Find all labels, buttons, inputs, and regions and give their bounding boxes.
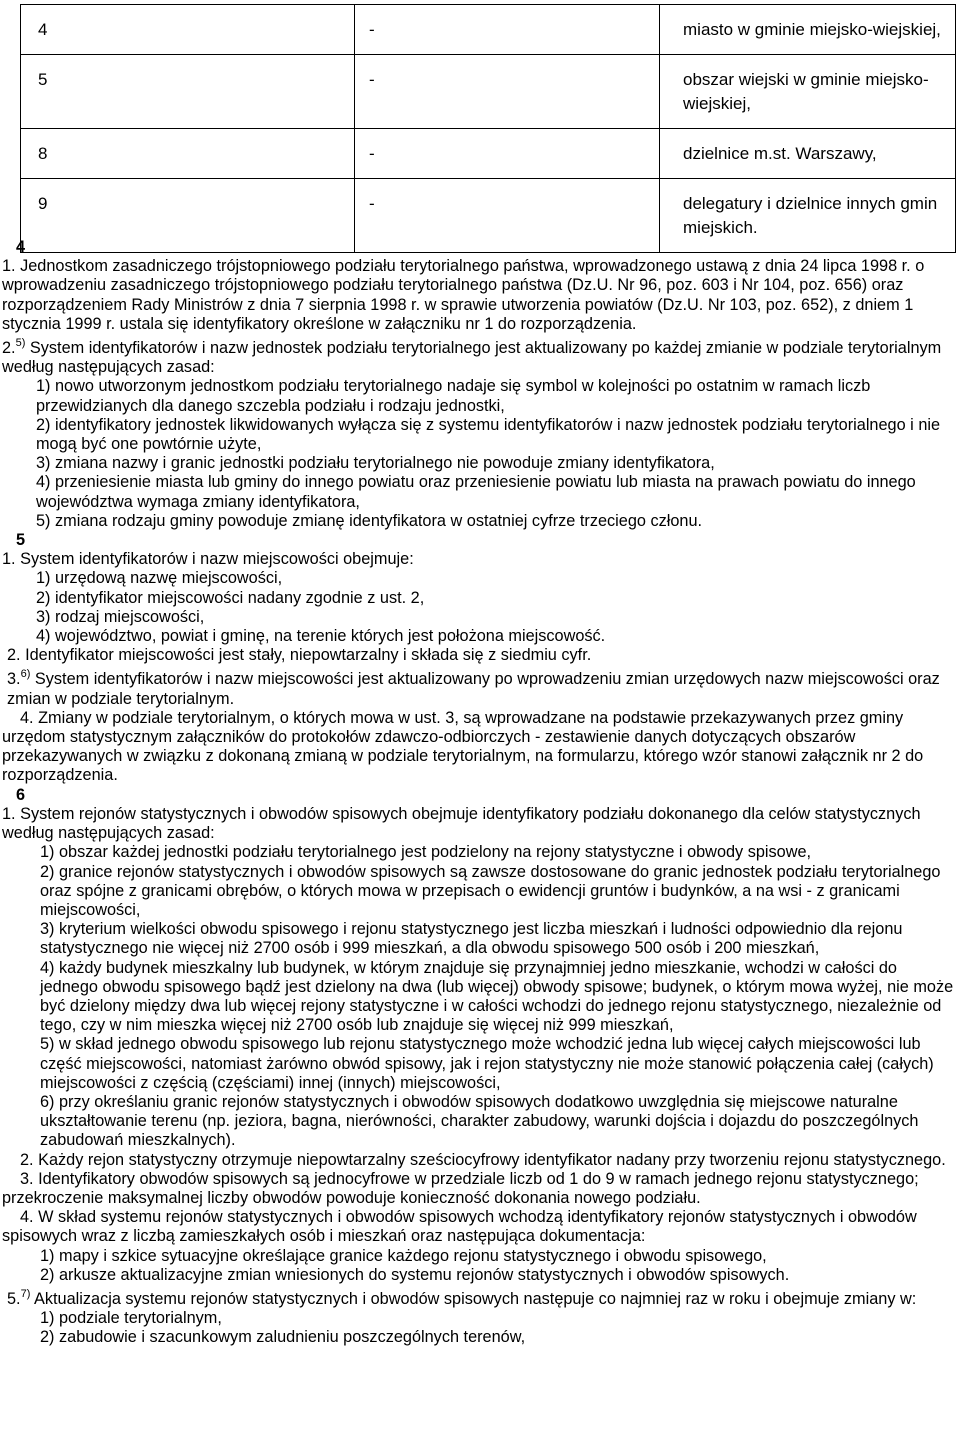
table-row xyxy=(21,5,956,55)
description-cell: miasto w gminie miejsko-wiejskiej, xyxy=(660,5,956,55)
paragraph-text: 4. W skład systemu rejonów statystycznych i obwodów spisowych wchodzą identyfikatory rejonów statystycznych i obwodów spisowych wraz z liczbą zamieszkałych osób i mieszkań oraz następująca dokumentacja: xyxy=(2,1208,917,1246)
code-cell: 5 xyxy=(21,55,355,129)
s6-paragraph-2 xyxy=(2,1151,954,1170)
s6-update-item: 2) zabudowie i szacunkowym zaludnieniu poszczególnych terenów, xyxy=(40,1328,526,1347)
s6-documentation-item: 2) arkusze aktualizacyjne zmian wniesionych do systemu rejonów statystycznych i obwodów spisowych. xyxy=(40,1265,790,1284)
description-cell: obszar wiejski w gminie miejsko-wiejskiej, xyxy=(660,55,956,129)
s6-update-item: 1) podziale terytorialnym, xyxy=(40,1309,222,1328)
s5-paragraph-3 xyxy=(2,665,954,708)
s6-paragraph-1: 1. System rejonów statystycznych i obwodów spisowych obejmuje identyfikatory podziału dokonanego dla celów statystycznych według następujących zasad: xyxy=(2,804,921,843)
paragraph-text: 2. Każdy rejon statystyczny otrzymuje niepowtarzalny sześciocyfrowy identyfikator nadany przy tworzeniu rejonu statystycznego. xyxy=(20,1150,946,1169)
footnote-ref: 7) xyxy=(20,1287,31,1300)
s5-paragraph-4 xyxy=(2,709,954,786)
s5-list-item: 2) identyfikator miejscowości nadany zgodnie z ust. 2, xyxy=(36,588,425,607)
footnote-ref: 6) xyxy=(20,668,31,681)
dash-cell: - xyxy=(355,129,660,179)
table-row xyxy=(21,55,956,129)
s4-list-item: 1) nowo utworzonym jednostkom podziału terytorialnego nadaje się symbol w kolejności po ostatnim w ramach liczb przewidzianych dla danego szczebla podziału i rodzaju jednostki, xyxy=(36,377,871,415)
s6-list-item: 6) przy określaniu granic rejonów statystycznych i obwodów spisowych dodatkowo uwzględnia się miejscowe naturalne ukształtowanie terenu (np. jeziora, bagna, nierówności, charakter zabudowy, warunki dojścia i dojazdu do poszczególnych zabudowań mieszkalnych). xyxy=(40,1092,919,1150)
paragraph-number: 2. xyxy=(2,339,16,358)
code-cell: 9 xyxy=(21,179,355,253)
s5-paragraph-2: 2. Identyfikator miejscowości jest stały, niepowtarzalny i składa się z siedmiu cyfr. xyxy=(7,646,592,665)
s4-paragraph-2 xyxy=(2,334,954,377)
s6-list-item: 5) w skład jednego obwodu spisowego lub rejonu statystycznego może wchodzić jedna lub więcej całych miejscowości lub część miejscowości, natomiast żarówno obwód spisowy, jak i rejon statystyczny nie może stanowić połączenia całej (całych) miejscowości z częścią (częściami) innej (innych) miejscowości, xyxy=(40,1035,934,1092)
s6-paragraph-3 xyxy=(2,1170,954,1208)
dash-cell: - xyxy=(355,55,660,129)
s6-paragraph-5 xyxy=(2,1285,954,1309)
s4-list-item: 3) zmiana nazwy i granic jednostki podziału terytorialnego nie powoduje zmiany identyfikatora, xyxy=(36,454,715,473)
section-4-heading: 4 xyxy=(16,238,26,256)
s5-list-item: 4) województwo, powiat i gminę, na terenie których jest położona miejscowość. xyxy=(36,627,606,646)
s6-list-item: 2) granice rejonów statystycznych i obwodów spisowych są zawsze dostosowane do granic jednostek podziału terytorialnego oraz spójne z granicami obrębów, o których mowa w przepisach o ewidencji gruntów i budynków, a na wsi - z granicami miejscowości, xyxy=(40,862,941,919)
s4-paragraph-1: 1. Jednostkom zasadniczego trójstopniowego podziału terytorialnego państwa, wprowadzonego ustawą z dnia 24 lipca 1998 r. o wprowadzeniu zasadniczego trójstopniowego podziału terytorialnego państwa (Dz.U. Nr 96, poz. 603 i Nr 104, poz. 656) oraz rozporządzeniem Rady Ministrów z dnia 7 sierpnia 1998 r. w sprawie utworzenia powiatów (Dz.U. Nr 103, poz. 652), z dniem 1 stycznia 1999 r. ustala się identyfikatory określone w załączniku nr 1 do rozporządzenia. xyxy=(2,257,925,333)
s6-documentation-item: 1) mapy i szkice sytuacyjne określające granice każdego rejonu statystycznego i obwodu spisowego, xyxy=(40,1246,767,1265)
code-cell: 8 xyxy=(21,129,355,179)
paragraph-text: System identyfikatorów i nazw miejscowości jest aktualizowany po wprowadzeniu zmian urzędowych nazw miejscowości oraz zmian w podziale terytorialnym. xyxy=(7,670,940,708)
paragraph-text: 3. Identyfikatory obwodów spisowych są jednocyfrowe w przedziale liczb od 1 do 9 w ramach jednego rejonu statystycznego; przekroczenie maksymalnej liczby obwodów powoduje konieczność dokonania nowego podziału. xyxy=(2,1169,919,1207)
s4-list-item: 5) zmiana rodzaju gminy powoduje zmianę identyfikatora w ostatniej cyfrze trzeciego członu. xyxy=(36,511,703,530)
paragraph-number: 5. xyxy=(7,1289,21,1308)
s6-paragraph-4 xyxy=(2,1208,954,1246)
paragraph-text: System identyfikatorów i nazw jednostek podziału terytorialnego jest aktualizowany po każdej zmianie w podziale terytorialnym według następujących zasad: xyxy=(2,339,942,377)
section-6-heading: 6 xyxy=(16,785,26,804)
dash-cell: - xyxy=(355,179,660,253)
footnote-ref: 5) xyxy=(15,337,26,350)
code-cell: 4 xyxy=(21,5,355,55)
unit-codes-table xyxy=(20,4,956,253)
paragraph-text: Aktualizacja systemu rejonów statystycznych i obwodów spisowych następuje co najmniej raz w roku i obejmuje zmiany w: xyxy=(34,1289,917,1308)
s6-list-item: 4) każdy budynek mieszkalny lub budynek, w którym znajduje się przynajmniej jedno mieszkanie, wchodzi w całości do jednego obwodu spisowego bądź jest dzielony na dwa (lub więcej) obwody spisowe; budynek, o którym mowa wyżej, nie może być dzielony między dwa lub więcej rejony statystyczne i w całości wchodzi do jednego rejonu statystycznego, niezależnie od tego, czy w nim mieszka więcej niż 2700 osób lub znajduje się więcej niż 999 mieszkań, xyxy=(40,958,954,1035)
s4-list-item: 2) identyfikatory jednostek likwidowanych wyłącza się z systemu identyfikatorów i nazw jednostek podziału terytorialnego i nie mogą być one powtórnie użyte, xyxy=(36,415,941,454)
section-5-heading: 5 xyxy=(16,531,26,550)
description-cell: dzielnice m.st. Warszawy, xyxy=(660,129,956,179)
s5-paragraph-1: 1. System identyfikatorów i nazw miejscowości obejmuje: xyxy=(2,550,414,569)
table-row xyxy=(21,129,956,179)
description-cell: delegatury i dzielnice innych gmin miejskich. xyxy=(660,179,956,253)
regulation-body xyxy=(2,238,954,1348)
s6-list-item: 1) obszar każdej jednostki podziału terytorialnego jest podzielony na rejony statystyczne i obwody spisowe, xyxy=(40,843,812,862)
s4-list-item: 4) przeniesienie miasta lub gminy do innego powiatu oraz przeniesienie powiatu lub miasta na prawach powiatu do innego województwa wymaga zmiany identyfikatora, xyxy=(36,473,916,511)
dash-cell: - xyxy=(355,5,660,55)
s6-list-item: 3) kryterium wielkości obwodu spisowego i rejonu statystycznego jest liczba mieszkań i ludności odpowiednio dla rejonu statystycznego nie więcej niż 2700 osób i 999 mieszkań, a dla obwodu spisowego 500 osób i 200 mieszkań, xyxy=(40,920,903,958)
paragraph-text: 4. Zmiany w podziale terytorialnym, o których mowa w ust. 3, są wprowadzane na podstawie przekazywanych przez gminy urzędom statystycznym załączników do protokołów zdawczo-odbiorczych - zestawienie danych dotyczących obszarów przekazywanych w związku z dokonaną zmianą w podziale terytorialnym, na formularzu, którego wzór stanowi załącznik nr 2 do rozporządzenia. xyxy=(2,708,924,785)
s5-list-item: 3) rodzaj miejscowości, xyxy=(36,607,205,626)
s5-list-item: 1) urzędową nazwę miejscowości, xyxy=(36,569,283,588)
paragraph-number: 3. xyxy=(7,670,21,689)
